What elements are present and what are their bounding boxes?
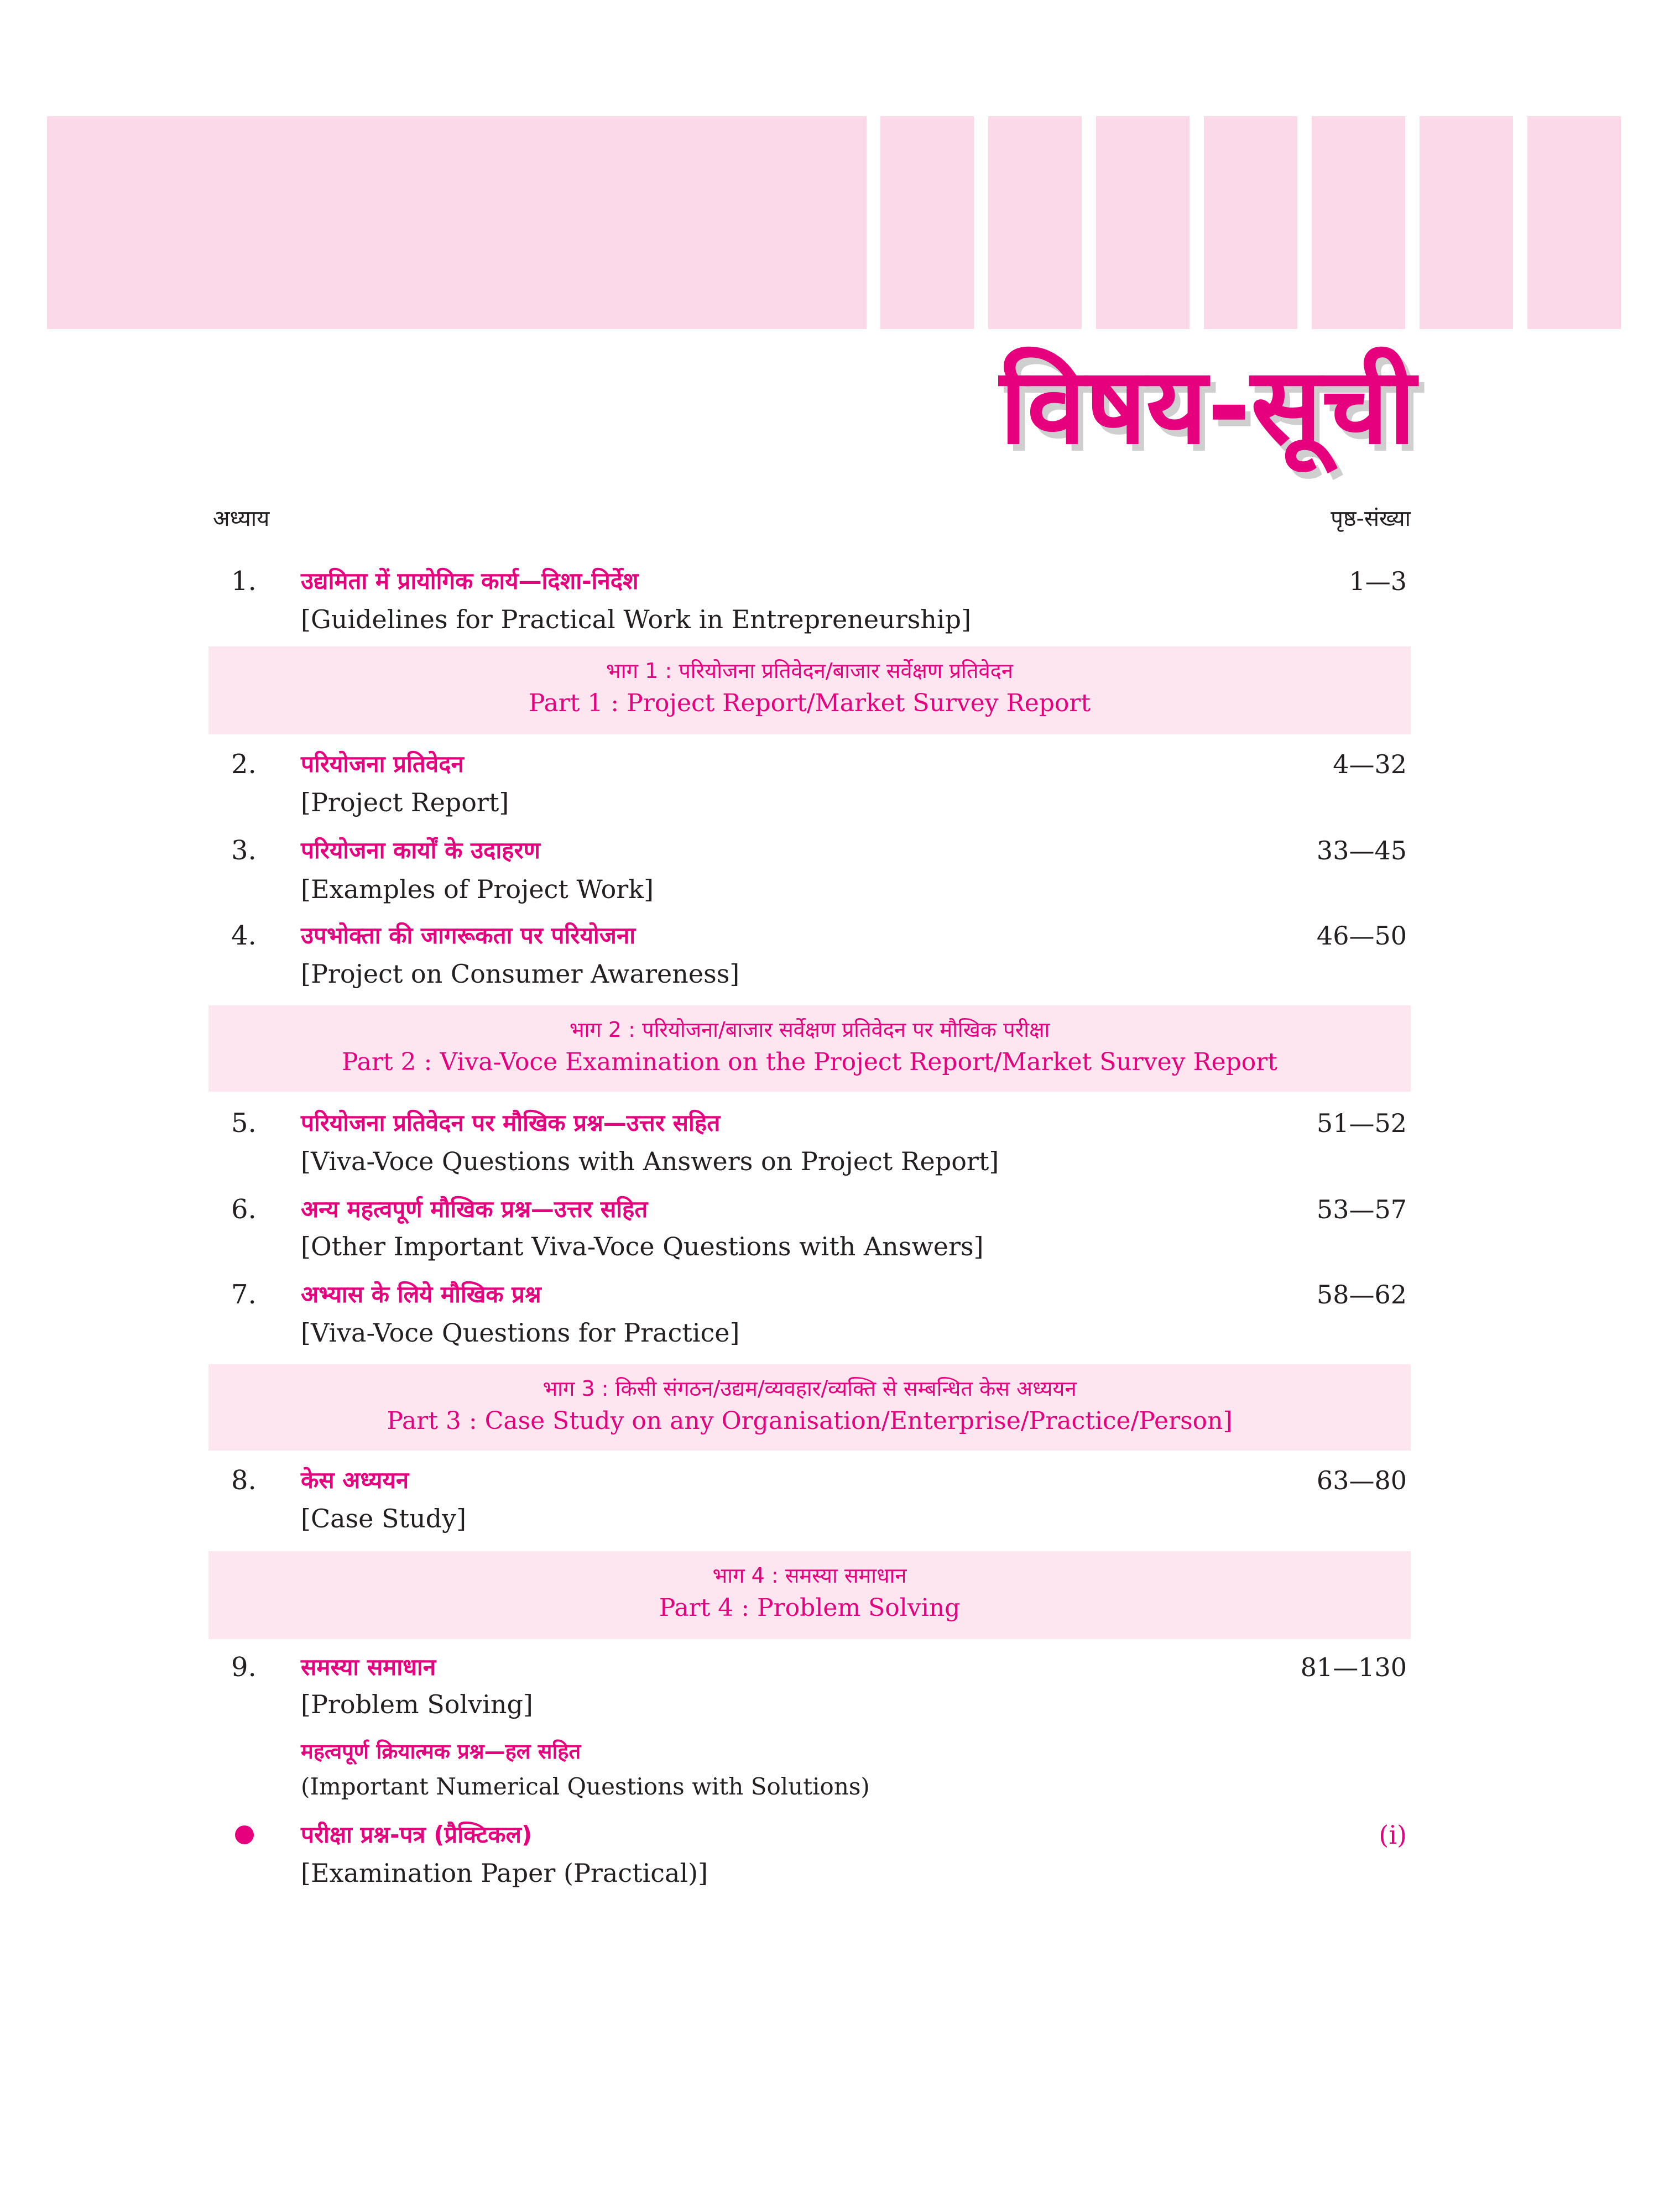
entry-title-hindi[interactable]: अन्य महत्वपूर्ण मौखिक प्रश्न—उत्तर सहित bbox=[301, 1196, 648, 1223]
part-band bbox=[208, 1005, 1411, 1092]
column-header-page: पृष्ठ-संख्या bbox=[1331, 506, 1411, 531]
part-title-english: Part 4 : Problem Solving bbox=[659, 1594, 961, 1622]
entry-title-hindi[interactable]: परियोजना कार्यों के उदाहरण bbox=[301, 837, 541, 864]
part-title-hindi: भाग 4 : समस्या समाधान bbox=[712, 1563, 907, 1588]
header-bar bbox=[1204, 116, 1297, 329]
entry-title-english: [Viva-Voce Questions with Answers on Project Report] bbox=[301, 1146, 999, 1176]
entry-pages: 81—130 bbox=[1300, 1652, 1407, 1682]
part-band bbox=[208, 646, 1411, 734]
entry-number: 2. bbox=[231, 749, 257, 780]
entry-title-english: [Examination Paper (Practical)] bbox=[301, 1858, 708, 1888]
entry-pages: 63—80 bbox=[1316, 1465, 1407, 1495]
entry-title-hindi[interactable]: परियोजना प्रतिवेदन पर मौखिक प्रश्न—उत्तर सहित bbox=[301, 1109, 721, 1136]
header-bar bbox=[880, 116, 974, 329]
entry-title-english: [Project Report] bbox=[301, 787, 509, 817]
header-bar bbox=[988, 116, 1082, 329]
column-header-chapter: अध्याय bbox=[213, 506, 270, 531]
entry-title-english: [Viva-Voce Questions for Practice] bbox=[301, 1318, 740, 1348]
part-title-english: Part 2 : Viva-Voce Examination on the Project Report/Market Survey Report bbox=[341, 1048, 1277, 1076]
part-band bbox=[208, 1364, 1411, 1451]
entry-pages: (i) bbox=[1379, 1820, 1407, 1850]
part-band bbox=[208, 1551, 1411, 1639]
bullet-icon bbox=[235, 1825, 254, 1844]
entry-pages: 4—32 bbox=[1333, 749, 1407, 779]
entry-title-hindi[interactable]: परीक्षा प्रश्न-पत्र (प्रैक्टिकल) bbox=[301, 1821, 533, 1848]
entry-pages: 53—57 bbox=[1316, 1194, 1407, 1224]
part-title-english: Part 1 : Project Report/Market Survey Report bbox=[528, 689, 1091, 717]
entry-title-hindi[interactable]: उद्यमिता में प्रायोगिक कार्य—दिशा-निर्देश bbox=[301, 567, 639, 594]
entry-title-english: [Examples of Project Work] bbox=[301, 874, 654, 904]
entry-pages: 51—52 bbox=[1316, 1108, 1407, 1138]
part-title-hindi: भाग 1 : परियोजना प्रतिवेदन/बाजार सर्वेक्षण प्रतिवेदन bbox=[606, 659, 1013, 683]
entry-title-hindi[interactable]: केस अध्ययन bbox=[301, 1467, 409, 1494]
entry-pages: 1—3 bbox=[1349, 566, 1407, 596]
entry-subtitle-hindi[interactable]: महत्वपूर्ण क्रियात्मक प्रश्न—हल सहित bbox=[301, 1739, 581, 1764]
entry-number: 4. bbox=[231, 920, 257, 951]
entry-title-english: [Other Important Viva-Voce Questions with Answers] bbox=[301, 1232, 984, 1261]
page-title: विषय-सूची bbox=[999, 345, 1416, 467]
part-title-english: Part 3 : Case Study on any Organisation/Enterprise/Practice/Person] bbox=[387, 1407, 1233, 1435]
entry-title-hindi[interactable]: अभ्यास के लिये मौखिक प्रश्न bbox=[301, 1281, 541, 1308]
entry-number: 5. bbox=[231, 1108, 257, 1139]
entry-number: 9. bbox=[231, 1652, 257, 1683]
entry-number: 1. bbox=[231, 566, 257, 597]
header-bar bbox=[47, 116, 867, 329]
header-bar bbox=[1420, 116, 1513, 329]
entry-number: 3. bbox=[231, 835, 257, 866]
header-bar bbox=[1312, 116, 1405, 329]
part-title-hindi: भाग 3 : किसी संगठन/उद्यम/व्यवहार/व्यक्ति से सम्बन्धित केस अध्ययन bbox=[542, 1376, 1077, 1401]
entry-title-english: [Guidelines for Practical Work in Entrepreneurship] bbox=[301, 604, 972, 634]
entry-title-hindi[interactable]: परियोजना प्रतिवेदन bbox=[301, 750, 464, 778]
part-title-hindi: भाग 2 : परियोजना/बाजार सर्वेक्षण प्रतिवेदन पर मौखिक परीक्षा bbox=[569, 1018, 1050, 1042]
entry-title-hindi[interactable]: समस्या समाधान bbox=[301, 1653, 436, 1681]
header-bar bbox=[1096, 116, 1190, 329]
entry-number: 6. bbox=[231, 1194, 257, 1225]
header-bar bbox=[1527, 116, 1621, 329]
entry-number: 8. bbox=[231, 1465, 257, 1496]
entry-title-english: [Case Study] bbox=[301, 1504, 467, 1533]
entry-number: 7. bbox=[231, 1279, 257, 1310]
entry-pages: 58—62 bbox=[1316, 1280, 1407, 1310]
entry-pages: 46—50 bbox=[1316, 921, 1407, 951]
entry-title-hindi[interactable]: उपभोक्ता की जागरूकता पर परियोजना bbox=[301, 922, 636, 949]
entry-title-english: [Project on Consumer Awareness] bbox=[301, 959, 740, 989]
entry-subtitle-english: (Important Numerical Questions with Solutions) bbox=[301, 1773, 870, 1800]
entry-title-english: [Problem Solving] bbox=[301, 1689, 533, 1719]
entry-pages: 33—45 bbox=[1316, 836, 1407, 865]
